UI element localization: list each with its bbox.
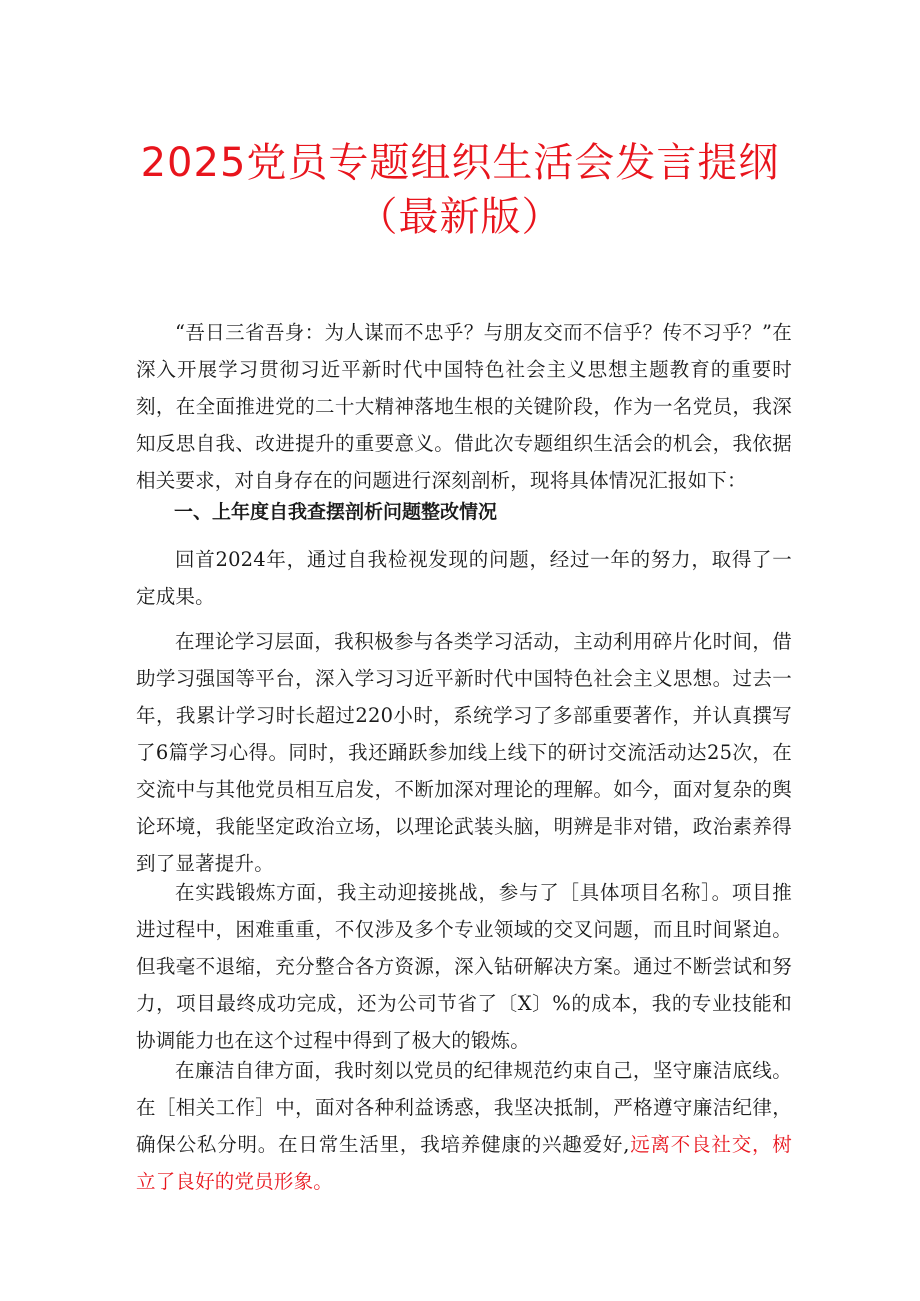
intro-paragraph: “吾日三省吾身：为人谋而不忠乎？与朋友交而不信乎？传不习乎？”在深入开展学习贯彻习近平新时代中国特色社会主义思想主题教育的重要时刻，在全面推进党的二十大精神落地生根的关键阶段，作为一名党员，我深知反思自我、改进提升的重要意义。借此次专题组织生活会的机会，我依据相关要求，对自身存在的问题进行深刻剖析，现将具体情况汇报如下： <box>136 321 792 492</box>
document-subtitle: （最新版） <box>357 194 563 240</box>
practice-paragraph: 在实践锻炼方面，我主动迎接挑战，参与了［具体项目名称］。项目推进过程中，困难重重，不仅涉及多个专业领域的交叉问题，而且时间紧迫。但我毫不退缩，充分整合各方资源，深入钻研解决方案。通过不断尝试和努力，项目最终成功完成，还为公司节省了〔X〕%的成本，我的专业技能和协调能力也在这个过程中得到了极大的锻炼。 <box>136 881 792 1052</box>
section-heading: 一、上年度自我查摆剖析问题整改情况 <box>174 501 498 523</box>
integrity-highlight-text: 远离不良社交，树立了良好的党员形象。 <box>136 1133 792 1193</box>
integrity-paragraph <box>136 1052 792 1200</box>
theory-study-paragraph: 在理论学习层面，我积极参与各类学习活动，主动利用碎片化时间，借助学习强国等平台，深入学习习近平新时代中国特色社会主义思想。过去一年，我累计学习时长超过220小时，系统学习了多部重要著作，并认真撰写了6篇学习心得。同时，我还踊跃参加线上线下的研讨交流活动达25次，在交流中与其他党员相互启发，不断加深对理论的理解。如今，面对复杂的舆论环境，我能坚定政治立场，以理论武装头脑，明辨是非对错，政治素养得到了显著提升。 <box>136 630 792 875</box>
review-paragraph: 回首2024年，通过自我检视发现的问题，经过一年的努力，取得了一定成果。 <box>136 548 792 608</box>
integrity-text: 在廉洁自律方面，我时刻以党员的纪律规范约束自己，坚守廉洁底线。在［相关工作］中，面对各种利益诱惑，我坚决抵制，严格遵守廉洁纪律，确保公私分明。在日常生活里，我培养健康的兴趣爱好, <box>136 1059 792 1156</box>
document-title: 2025党员专题组织生活会发言提纲 <box>140 140 780 186</box>
